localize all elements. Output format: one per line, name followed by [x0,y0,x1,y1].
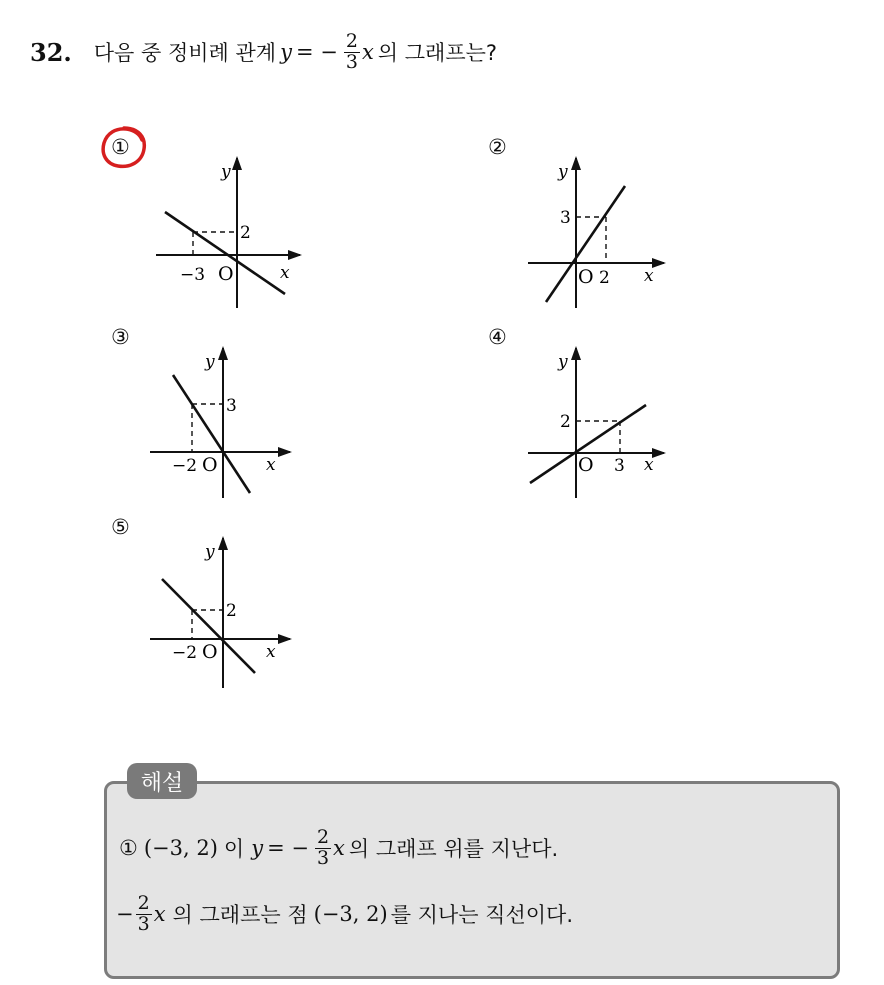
question-text-after: 의 그래프는? [377,41,498,65]
option-5-label[interactable]: ⑤ [111,515,130,539]
eq-lhs: y [280,40,292,64]
frac-numerator: 2 [316,825,330,848]
tick-x-label: −2 [172,456,198,476]
y-axis-label: y [221,162,231,182]
tick-x-label: 2 [599,268,610,288]
tick-y-label: 3 [560,208,571,228]
tick-x-label: −3 [180,265,206,285]
solution-box [104,781,840,979]
tick-y-label: 2 [226,601,237,621]
tick-x-label: −2 [172,643,198,663]
particle: 이 [223,837,245,861]
option-2-label[interactable]: ② [488,135,507,159]
option-1-label[interactable]: ① [111,135,130,159]
frac-denominator: 3 [345,50,358,73]
tick-y-label: 2 [240,223,251,243]
eq-sign: = − [295,40,338,64]
x-axis-label: x [644,266,654,286]
frac-denominator: 3 [316,846,330,869]
origin-label: O [202,641,218,663]
eq-var: x [333,836,345,860]
eq-sign: − [116,902,134,926]
solution-tag: 해설 [127,763,197,799]
solution-equation [251,825,345,869]
graph-option-1 [150,150,310,310]
frac-denominator: 3 [137,912,150,935]
x-axis-label: x [266,455,276,475]
y-axis-label: y [558,162,568,182]
question-equation [280,29,374,73]
graph-option-3 [140,340,300,500]
solution-line-1-rest: 의 그래프 위를 지난다. [348,837,559,861]
x-axis-label: x [266,642,276,662]
eq-fraction [344,29,360,73]
point-coords: (−3, 2) [143,836,218,860]
origin-label: O [202,454,218,476]
y-axis-label: y [558,352,568,372]
solution-line-2 [116,884,573,944]
eq-lhs: y [251,836,264,860]
question-line [30,22,497,82]
graph-option-2 [520,150,680,310]
origin-label: O [578,454,594,476]
y-axis-label: y [205,352,215,372]
tick-y-label: 3 [226,396,237,416]
origin-label: O [218,263,234,285]
graph-option-5 [140,530,300,690]
tick-x-label: 3 [614,456,625,476]
graph-option-4 [520,340,680,500]
eq-sign: = − [267,836,309,860]
selected-circle-mark [98,124,150,172]
option-4-label[interactable]: ④ [488,325,507,349]
eq-var: x [361,40,374,64]
point-coords: (−3, 2) [313,902,388,926]
y-axis-label: y [205,542,215,562]
question-number: 32. [30,37,72,67]
answer-marker: ① [119,836,138,860]
frac-numerator: 2 [137,891,150,914]
x-axis-label: x [280,263,290,283]
eq-var: x [153,902,166,926]
origin-label: O [578,266,594,288]
tick-y-label: 2 [560,412,571,432]
solution-line-1 [116,818,558,878]
eq-fraction [315,825,331,869]
frac-numerator: 2 [345,29,358,52]
solution-line-2-mid: 의 그래프는 점 [172,903,308,927]
option-3-label[interactable]: ③ [111,325,130,349]
solution-line-2-rest: 를 지나는 직선이다. [390,903,574,927]
question-text-before: 다음 중 정비례 관계 [93,41,277,65]
eq-fraction [136,891,152,935]
x-axis-label: x [644,455,654,475]
solution-equation-2 [116,891,166,935]
